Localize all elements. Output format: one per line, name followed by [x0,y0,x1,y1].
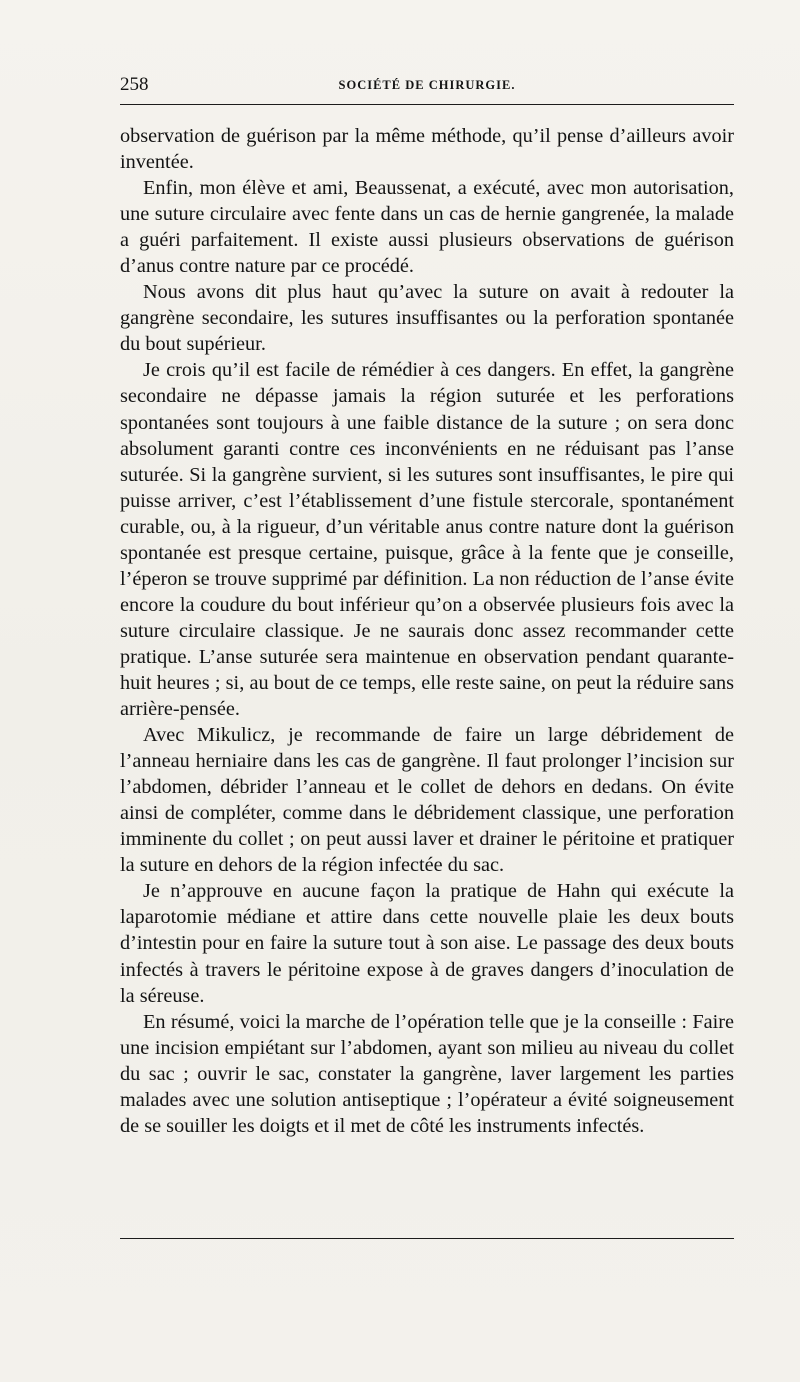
body-text [120,123,734,1139]
paragraph-2: Enfin, mon élève et ami, Beaussenat, a exécuté, avec mon autorisation, une suture circulaire avec fente dans un cas de hernie gangrenée, la malade a guéri parfaitement. Il existe aussi plusieurs observations de guérison d’anus contre nature par ce procédé. [120,177,734,278]
paragraph-6: Je n’approuve en aucune façon la pratique de Hahn qui exécute la laparotomie médiane et attire dans cette nouvelle plaie les deux bouts d’intestin pour en faire la suture tout à son aise. Le passage des deux bouts infectés à travers le péritoine expose à de graves dangers d’inoculation de la séreuse. [120,880,734,1007]
footer-rule [120,1238,734,1239]
running-head: SOCIÉTÉ DE CHIRURGIE. [338,78,516,92]
paragraph-3: Nous avons dit plus haut qu’avec la suture on avait à redouter la gangrène secondaire, les sutures insuffisantes ou la perforation spontanée du bout supérieur. [120,281,734,356]
paragraph-5: Avec Mikulicz, je recommande de faire un large débridement de l’anneau herniaire dans les cas de gangrène. Il faut prolonger l’incision sur l’abdomen, débrider l’anneau et le collet de dehors en dedans. On évite ainsi de compléter, comme dans le débridement classique, une perforation imminente du collet ; on peut aussi laver et drainer le péritoine et pratiquer la suture en dehors de la région infectée du sac. [120,724,734,877]
paragraph-1: observation de guérison par la même méthode, qu’il pense d’ailleurs avoir inventée. [120,125,734,174]
paragraph-7: En résumé, voici la marche de l’opération telle que je la conseille : Faire une incision empiétant sur l’abdomen, ayant son milieu au niveau du collet du sac ; ouvrir le sac, constater la gangrène, laver largement les parties malades avec une solution antiseptique ; l’opérateur a évité soigneusement de se souiller les doigts et il met de côté les instruments infectés. [120,1010,734,1137]
page-header [120,74,734,98]
page-number: 258 [120,74,149,95]
paragraph-4: Je crois qu’il est facile de rémédier à ces dangers. En effet, la gangrène secondaire ne dépasse jamais la région suturée et les perforations spontanées sont toujours à une faible distance de la suture ; on sera donc absolument garanti contre ces inconvénients en ne réduisant pas l’anse suturée. Si la gangrène survient, si les sutures sont insuffisantes, le pire qui puisse arriver, c’est l’établissement d’une fistule stercorale, spontanément curable, ou, à la rigueur, d’un véritable anus contre nature dont la guérison spontanée est presque certaine, puisque, grâce à la fente que je conseille, l’éperon se trouve supprimé par définition. La non réduction de l’anse évite encore la coudure du bout inférieur qu’on a observée plusieurs fois avec la suture circulaire classique. Je ne saurais donc assez recommander cette pratique. L’anse suturée sera maintenue en observation pendant quarante-huit heures ; si, au bout de ce temps, elle reste saine, on peut la réduire sans arrière-pensée. [120,359,734,721]
header-rule [120,104,734,105]
